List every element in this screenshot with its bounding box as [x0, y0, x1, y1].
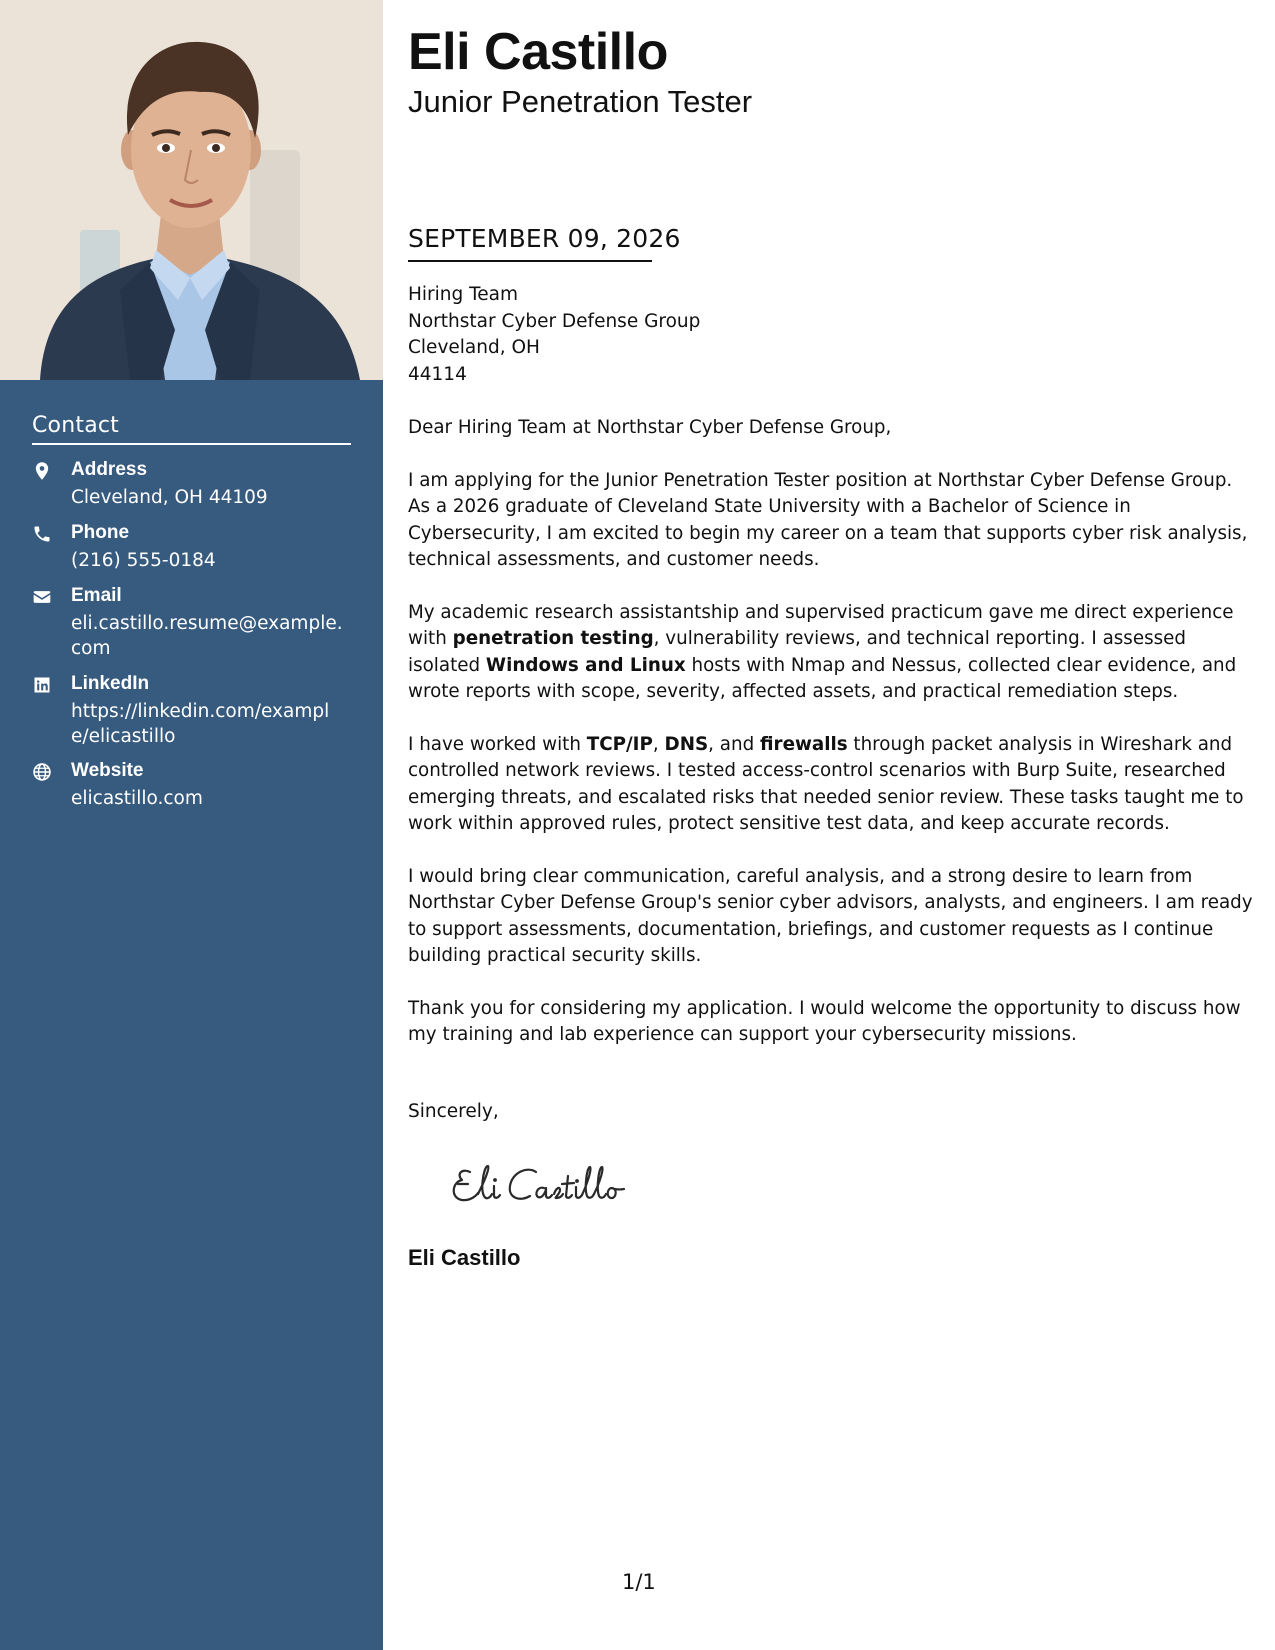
paragraph-text: , — [652, 733, 665, 755]
profile-photo — [0, 0, 383, 380]
paragraph-5: Thank you for considering my application. I would welcome the opportunity to discuss how my training and lab experience can support your cybersecurity missions. — [408, 997, 1241, 1045]
contact-heading: Contact — [32, 413, 119, 438]
page-number: 1/1 — [622, 1570, 656, 1594]
paragraph-4: I would bring clear communication, careful analysis, and a strong desire to learn from Northstar Cyber Defense Group's senior cyber advisors, analysts, and engineers. I am ready to support assessments, documentation, briefings, and customer requests as I continue building practical security skills. — [408, 865, 1253, 966]
contact-divider — [32, 443, 351, 445]
paragraph-text: , vulnerability reviews, and technical reporting. I assessed isolated — [408, 628, 1186, 676]
recipient-line: Hiring Team — [408, 284, 519, 305]
recipient-block — [408, 282, 700, 388]
linkedin-icon — [32, 675, 54, 697]
paragraph-text: My academic research assistantship and supervised practicum gave me direct experience with — [408, 601, 1234, 649]
highlight-text: firewalls — [760, 733, 848, 755]
contact-address-label: Address — [71, 459, 148, 480]
contact-website-value[interactable]: elicastillo.com — [71, 788, 203, 809]
recipient-line: 44114 — [408, 363, 467, 385]
paragraph-text: through packet analysis in Wireshark and controlled network reviews. I tested access-control scenarios with Burp Suite, researched emerging threats, and escalated risks that needed senior review. These tasks taught me to work within approved rules, protect sensitive test data, and keep accurate records. — [408, 733, 1244, 834]
highlight-text: DNS — [664, 733, 709, 755]
highlight-text: Windows and Linux — [485, 654, 686, 676]
highlight-text: penetration testing — [452, 628, 654, 649]
paragraph-text: hosts with Nmap and Nessus, collected clear evidence, and wrote reports with scope, severity, affected assets, and practical remediation steps. — [408, 654, 1237, 702]
sidebar — [0, 0, 383, 1650]
applicant-role: Junior Penetration Tester — [408, 84, 753, 119]
salutation: Dear Hiring Team at Northstar Cyber Defense Group, — [408, 417, 892, 438]
contact-email-value[interactable]: eli.castillo.resume@example.com — [71, 613, 343, 659]
closing: Sincerely, — [408, 1101, 499, 1122]
contact-address-value: Cleveland, OH 44109 — [71, 487, 268, 508]
map-pin-icon — [32, 461, 54, 483]
letter-body — [408, 415, 1253, 1075]
paragraph-text: , and — [708, 733, 760, 755]
phone-icon — [32, 524, 54, 546]
recipient-line: Cleveland, OH — [408, 337, 540, 358]
contact-website-label: Website — [71, 760, 144, 781]
signer-name: Eli Castillo — [408, 1245, 521, 1270]
paragraph-1: I am applying for the Junior Penetration Tester position at Northstar Cyber Defense Group. As a 2026 graduate of Cleveland State University with a Bachelor of Science in Cybersecurity, I am excited to begin my career on a team that supports cyber risk analysis, technical assessments, and customer needs. — [408, 469, 1248, 570]
contact-linkedin-label: LinkedIn — [71, 673, 150, 694]
applicant-name: Eli Castillo — [408, 23, 668, 81]
contact-email-label: Email — [71, 585, 122, 606]
contact-phone-label: Phone — [71, 522, 130, 543]
globe-icon — [32, 762, 54, 784]
paragraph-2 — [408, 600, 1253, 706]
paragraph-text: I have worked with — [408, 733, 587, 755]
letter-date: SEPTEMBER 09, 2026 — [408, 224, 681, 253]
highlight-text: TCP/IP — [586, 733, 653, 755]
date-underline — [408, 260, 652, 262]
contact-phone-value[interactable]: (216) 555-0184 — [71, 550, 216, 571]
handwritten-signature — [448, 1158, 638, 1223]
contact-linkedin-value[interactable]: https://linkedin.com/example/elicastillo — [71, 701, 330, 747]
paragraph-3 — [408, 732, 1253, 838]
envelope-icon — [32, 587, 54, 609]
recipient-line: Northstar Cyber Defense Group — [408, 310, 701, 332]
